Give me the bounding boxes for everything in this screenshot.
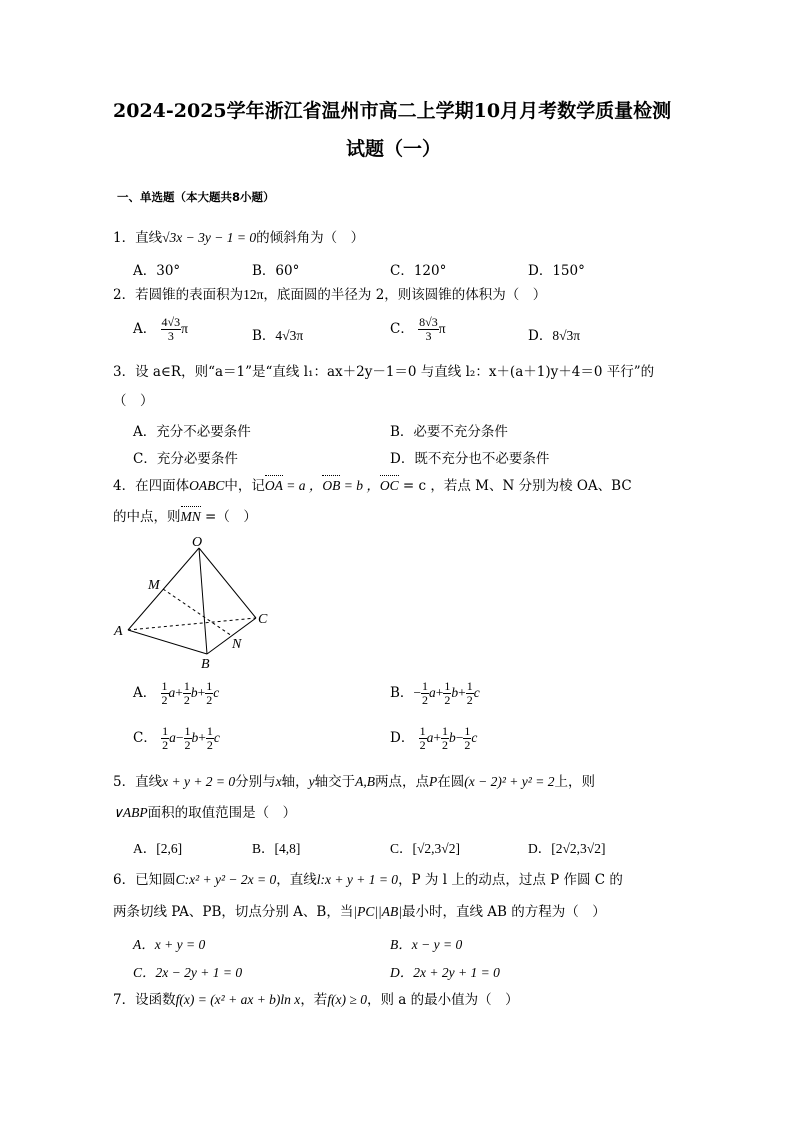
q5-option-c[interactable]: C．[√2,3√2] xyxy=(390,841,460,856)
plus-sign: + xyxy=(175,685,183,700)
q4-line2-suffix: =（ ） xyxy=(200,509,257,525)
q2-a-pi: π xyxy=(181,321,188,336)
frac-den: 2 xyxy=(422,693,429,707)
vec-b: b xyxy=(449,730,456,745)
half-fraction xyxy=(421,680,429,707)
section-header: 一、单选题（本大题共8小题） xyxy=(117,190,275,204)
q1-prefix: 1．直线 xyxy=(113,230,163,246)
q2-a-den: 3 xyxy=(167,329,174,343)
q5-prefix: 5．直线 xyxy=(113,774,163,790)
half-fraction xyxy=(419,725,427,752)
frac-num: 1 xyxy=(162,724,169,738)
q2-b-label: B． xyxy=(252,328,276,344)
frac-num: 1 xyxy=(184,724,191,738)
q4-option-d[interactable] xyxy=(390,725,477,752)
q1-suffix: 的倾斜角为（ ） xyxy=(256,230,365,246)
q6-text-b: ，直线 xyxy=(276,872,317,888)
figure-label-b: B xyxy=(201,657,210,672)
page-title-line2: 试题（一） xyxy=(346,138,442,160)
frac-den: 2 xyxy=(184,738,191,752)
q5-option-d[interactable]: D．[2√2,3√2] xyxy=(528,841,606,856)
question-7-stem xyxy=(113,991,519,1009)
figure-label-c: C xyxy=(258,612,268,627)
frac-den: 2 xyxy=(183,693,190,707)
q7-text-b: ，若 xyxy=(300,992,328,1008)
vec-a: a xyxy=(429,685,436,700)
q5-p: P xyxy=(429,774,438,789)
q2-c-pi: π xyxy=(438,321,446,336)
q6-line2-suffix: 最小时，直线 AB 的方程为（ ） xyxy=(401,904,606,920)
q3-option-b[interactable]: B．必要不充分条件 xyxy=(390,424,508,440)
q2-c-den: 3 xyxy=(425,329,432,343)
vec-a: a xyxy=(168,685,176,700)
frac-num: 1 xyxy=(444,679,451,693)
q2-c-fraction xyxy=(418,316,439,343)
vec-c: c xyxy=(213,730,220,745)
plus-sign: + xyxy=(435,685,444,700)
question-6-stem xyxy=(113,871,623,889)
q2-area: 12π xyxy=(243,287,264,302)
q6-prefix: 6．已知圆 xyxy=(113,872,176,888)
q4-mid: 中，记 xyxy=(224,478,265,494)
minus-sign: − xyxy=(413,685,422,700)
vec-c: c xyxy=(471,730,478,745)
q6-option-d[interactable]: D．2x + 2y + 1 = 0 xyxy=(390,965,500,980)
q2-option-c[interactable] xyxy=(390,316,446,343)
frac-den: 2 xyxy=(206,693,213,707)
q1-option-c[interactable]: C．120° xyxy=(390,263,447,279)
q3-option-a[interactable]: A．充分不必要条件 xyxy=(133,424,251,440)
frac-den: 2 xyxy=(466,693,473,707)
q4-prefix: 4．在四面体 xyxy=(113,478,190,494)
frac-num: 1 xyxy=(466,679,473,693)
q4-d-label: D． xyxy=(390,730,415,746)
question-3-stem-line2: （ ） xyxy=(113,393,154,409)
vec-a: a xyxy=(426,730,434,745)
question-6-stem-line2 xyxy=(113,903,606,921)
frac-num: 1 xyxy=(206,679,213,693)
vec-c: c xyxy=(213,685,220,700)
question-1-stem xyxy=(113,229,364,247)
q5-circle-equation: (x − 2)² + y² = 2 xyxy=(464,774,555,789)
vec-a: a xyxy=(169,730,176,745)
q2-prefix: 2．若圆锥的表面积为 xyxy=(113,287,244,303)
frac-num: 1 xyxy=(422,679,429,693)
page-title-line1: 2024-2025学年浙江省温州市高二上学期10月月考数学质量检测 xyxy=(113,100,672,122)
q5-text-c: 轴， xyxy=(281,774,309,790)
q2-c-label: C． xyxy=(390,321,414,337)
q4-vector-oc: OC xyxy=(379,478,399,493)
question-5-stem-line2 xyxy=(113,804,296,822)
q4-eq-a: = a ， xyxy=(282,478,323,493)
half-fraction xyxy=(184,725,192,752)
frac-den: 2 xyxy=(161,693,168,707)
q5-text-f: 在圆 xyxy=(437,774,465,790)
frac-den: 2 xyxy=(464,738,471,752)
q4-eq-c: = c ，若点 M、N 分别为棱 OA、BC xyxy=(398,478,632,494)
vec-b: b xyxy=(191,730,199,745)
minus-sign: − xyxy=(175,730,184,745)
q5-text-e: 两点，点 xyxy=(375,774,430,790)
q2-d-label: D． xyxy=(528,328,553,344)
question-2-stem xyxy=(113,286,546,304)
q7-function: f(x) = (x² + ax + b)ln x xyxy=(175,992,301,1007)
q6-option-b[interactable]: B．x − y = 0 xyxy=(390,937,463,952)
half-fraction xyxy=(206,725,214,752)
q4-vector-mn: MN xyxy=(180,509,201,524)
q2-d-value: 8√3π xyxy=(552,328,581,343)
q6-text-d: ，P 为 l 上的动点，过点 P 作圆 C 的 xyxy=(398,872,623,888)
q6-option-c[interactable]: C．2x − 2y + 1 = 0 xyxy=(133,965,243,980)
q5-line-equation: x + y + 2 = 0 xyxy=(162,774,236,789)
vec-b: b xyxy=(451,685,459,700)
figure-label-n: N xyxy=(232,637,242,652)
q1-equation: √3x − 3y − 1 = 0 xyxy=(162,230,257,245)
q5-option-a[interactable]: A．[2,6] xyxy=(133,841,183,856)
q5-line2-text: 面积的取值范围是（ ） xyxy=(147,805,297,821)
plus-sign: + xyxy=(458,685,466,700)
q2-option-b[interactable] xyxy=(252,324,303,344)
q4-a-label: A． xyxy=(133,685,157,701)
frac-den: 2 xyxy=(442,738,448,752)
q2-b-value: 4√3π xyxy=(275,328,304,343)
q5-text-d: 轴交于 xyxy=(314,774,356,790)
q7-prefix: 7．设函数 xyxy=(113,992,176,1008)
q6-circle: C:x² + y² − 2x = 0 xyxy=(175,872,277,887)
q2-a-fraction xyxy=(161,316,182,343)
plus-sign: + xyxy=(197,685,206,700)
q6-product: |PC||AB| xyxy=(353,904,402,919)
q6-option-a[interactable]: A．x + y = 0 xyxy=(133,937,206,952)
vec-b: b xyxy=(190,685,198,700)
frac-num: 1 xyxy=(442,724,448,738)
half-fraction xyxy=(161,725,169,752)
half-fraction xyxy=(161,680,169,707)
q4-tetra-name: OABC xyxy=(189,478,225,493)
figure-label-m: M xyxy=(148,578,160,593)
q5-x: x xyxy=(275,774,282,789)
half-fraction xyxy=(466,680,474,707)
q4-vector-ob: OB xyxy=(322,478,341,493)
figure-label-a: A xyxy=(114,624,123,639)
q4-c-label: C． xyxy=(133,730,157,746)
q3-option-c[interactable]: C．充分必要条件 xyxy=(133,451,238,467)
q5-y: y xyxy=(308,774,315,789)
frac-num: 1 xyxy=(419,724,426,738)
half-fraction xyxy=(183,680,191,707)
half-fraction xyxy=(441,725,449,752)
q1-option-b[interactable]: B．60° xyxy=(252,263,300,279)
tetrahedron-figure xyxy=(110,533,280,673)
question-4-stem xyxy=(113,477,632,495)
frac-num: 1 xyxy=(464,724,471,738)
figure-label-o: O xyxy=(192,535,203,550)
q1-option-a[interactable]: A．30° xyxy=(133,263,181,279)
q2-a-num: 4√3 xyxy=(161,315,181,329)
q5-text-g: 上，则 xyxy=(554,774,595,790)
q5-option-b[interactable]: B．[4,8] xyxy=(252,841,301,856)
q2-c-num: 8√3 xyxy=(419,315,438,329)
q5-text-b: 分别与 xyxy=(235,774,276,790)
q2-option-a[interactable] xyxy=(133,316,188,343)
q7-condition: f(x) ≥ 0 xyxy=(327,992,367,1007)
q5-ab: A,B xyxy=(355,774,376,789)
q4-option-a[interactable] xyxy=(133,680,219,707)
q2-option-d[interactable] xyxy=(528,324,580,344)
plus-sign: + xyxy=(198,730,206,745)
frac-den: 2 xyxy=(444,693,451,707)
q2-a-label: A． xyxy=(133,321,157,337)
frac-den: 2 xyxy=(206,738,213,752)
q6-line: l:x + y + 1 = 0 xyxy=(316,872,399,887)
q3-option-d[interactable]: D．既不充分也不必要条件 xyxy=(390,451,550,467)
q4-line2-prefix: 的中点，则 xyxy=(113,509,181,525)
plus-sign: + xyxy=(433,730,441,745)
frac-den: 2 xyxy=(162,738,169,752)
q4-option-b[interactable] xyxy=(390,680,480,707)
q2-suffix: ，底面圆的半径为 2，则该圆锥的体积为（ ） xyxy=(263,287,547,303)
q7-suffix: ，则 a 的最小值为（ ） xyxy=(366,992,519,1008)
q4-option-c[interactable] xyxy=(133,725,220,752)
question-4-stem-line2 xyxy=(113,508,257,526)
frac-num: 1 xyxy=(206,724,213,738)
question-5-stem xyxy=(113,773,595,791)
frac-num: 1 xyxy=(161,679,168,693)
frac-den: 2 xyxy=(419,738,426,752)
q1-option-d[interactable]: D．150° xyxy=(528,263,585,279)
question-3-stem: 3．设 a∈R，则“a＝1”是“直线 l₁：ax＋2y－1＝0 与直线 l₂：x＋(a＋1)y＋4＝0 平行”的 xyxy=(113,364,655,380)
minus-sign: − xyxy=(455,730,464,745)
frac-num: 1 xyxy=(183,679,190,693)
q4-vector-oa: OA xyxy=(264,478,283,493)
q4-eq-b: = b ， xyxy=(340,478,380,493)
q5-triangle: ∨ABP xyxy=(113,805,148,820)
q6-line2-prefix: 两条切线 PA、PB，切点分别 A、B，当 xyxy=(113,904,354,920)
q4-b-label: B． xyxy=(390,685,414,701)
vec-c: c xyxy=(473,685,480,700)
